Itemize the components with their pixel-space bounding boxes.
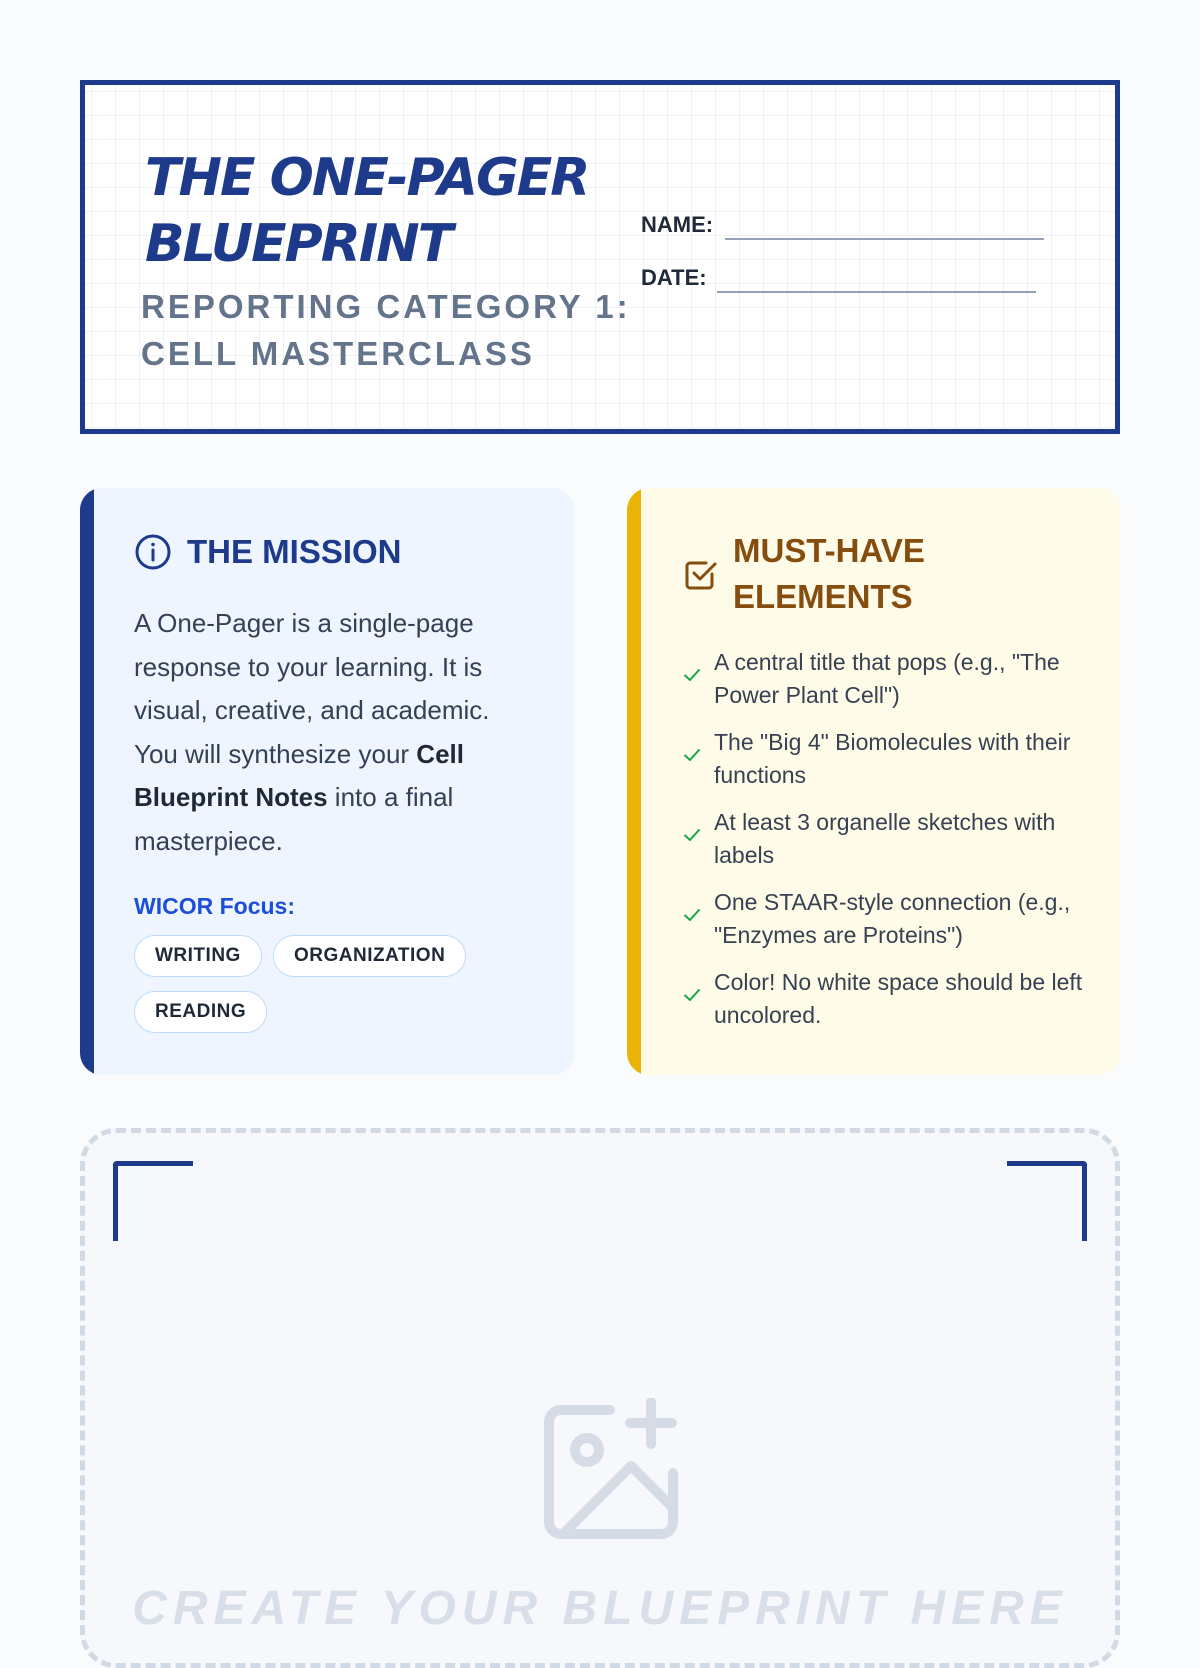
- must-have-header: [682, 528, 925, 620]
- corner-bracket-top-left: [113, 1161, 193, 1241]
- page-subtitle: [141, 283, 661, 377]
- image-plus-icon: [535, 1398, 685, 1548]
- blueprint-canvas[interactable]: [80, 1128, 1120, 1668]
- must-have-card: [627, 488, 1121, 1075]
- header-banner: [80, 80, 1120, 434]
- mission-description: [134, 602, 534, 863]
- checklist-item-text: The "Big 4" Biomolecules with their functions: [714, 729, 1071, 788]
- mission-title: THE MISSION: [187, 533, 402, 570]
- must-have-title: [733, 528, 925, 620]
- must-have-checklist: [683, 646, 1093, 1046]
- must-have-title-line-2: ELEMENTS: [733, 578, 913, 615]
- tag-writing: WRITING: [134, 935, 262, 977]
- list-item: [683, 886, 1093, 966]
- info-circle-icon: [133, 532, 173, 572]
- wicor-focus-label: WICOR Focus:: [134, 893, 295, 919]
- tag-reading: READING: [134, 991, 267, 1033]
- name-field[interactable]: [725, 238, 1044, 240]
- subtitle-line-2: CELL MASTERCLASS: [141, 335, 535, 372]
- tag-organization: ORGANIZATION: [273, 935, 466, 977]
- check-icon: [683, 826, 701, 844]
- mission-accent-bar: [80, 488, 94, 1075]
- list-item: [683, 806, 1093, 886]
- list-item: [683, 726, 1093, 806]
- check-icon: [683, 746, 701, 764]
- mission-text-part-2: into a final masterpiece.: [134, 782, 454, 856]
- date-label: DATE:: [641, 265, 707, 290]
- mission-text-part-1: A One-Pager is a single-page response to your learning. It is visual, creative, and academic. You will synthesize your: [134, 608, 490, 769]
- checklist-item-text: Color! No white space should be left uncolored.: [714, 969, 1083, 1028]
- name-label: NAME:: [641, 212, 714, 237]
- checklist-item-text: At least 3 organelle sketches with labels: [714, 809, 1056, 868]
- date-field[interactable]: [717, 291, 1036, 293]
- check-icon: [683, 986, 701, 1004]
- mission-text-bold: Cell Blueprint Notes: [134, 738, 464, 812]
- must-have-title-line-1: MUST-HAVE: [733, 532, 925, 569]
- mission-card: [80, 488, 574, 1075]
- check-icon: [683, 666, 701, 684]
- checkbox-icon: [682, 555, 720, 593]
- mission-header: [133, 529, 402, 575]
- subtitle-line-1: REPORTING CATEGORY 1:: [141, 288, 631, 325]
- canvas-placeholder-text: CREATE YOUR BLUEPRINT HERE: [132, 1582, 1068, 1635]
- title-line-2: BLUEPRINT: [145, 214, 452, 274]
- check-icon: [683, 906, 701, 924]
- list-item: [683, 646, 1093, 726]
- checklist-item-text: A central title that pops (e.g., "The Power Plant Cell"): [714, 649, 1060, 708]
- list-item: [683, 966, 1093, 1046]
- corner-bracket-top-right: [1007, 1161, 1087, 1241]
- checklist-item-text: One STAAR-style connection (e.g., "Enzymes are Proteins"): [714, 889, 1071, 948]
- page-title: [145, 145, 665, 277]
- must-have-accent-bar: [627, 488, 641, 1075]
- title-line-1: THE ONE-PAGER: [145, 148, 589, 208]
